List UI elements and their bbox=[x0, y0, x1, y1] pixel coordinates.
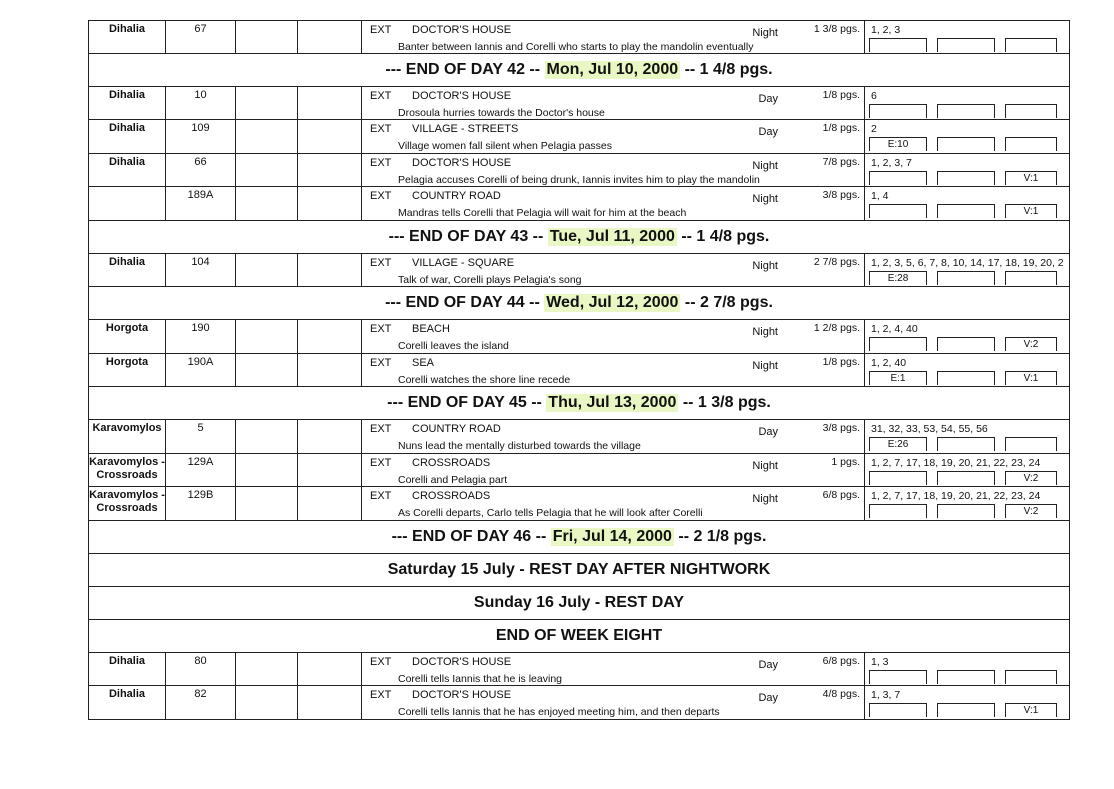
scene-description-cell bbox=[362, 154, 792, 187]
time-of-day: Day bbox=[758, 126, 778, 138]
schedule-note-text: Saturday 15 July - REST DAY AFTER NIGHTWORK bbox=[387, 560, 771, 578]
int-ext-label: EXT bbox=[370, 689, 392, 701]
blank-cell bbox=[298, 21, 362, 53]
scene-synopsis: Corelli tells Iannis that he has enjoyed meeting him, and then departs bbox=[398, 706, 720, 718]
end-of-day-label: --- END OF DAY 43 -- bbox=[388, 227, 544, 245]
end-of-day-banner bbox=[88, 221, 1070, 254]
notes-box bbox=[937, 504, 995, 518]
scene-number-cell: 66 bbox=[166, 154, 236, 187]
scene-row bbox=[88, 354, 1070, 388]
schedule-note-row bbox=[88, 620, 1070, 653]
cast-cell bbox=[865, 154, 1071, 187]
notes-box bbox=[937, 471, 995, 485]
page-count-cell: 1/8 pgs. bbox=[792, 87, 865, 120]
notes-box bbox=[937, 670, 995, 684]
notes-box bbox=[937, 38, 995, 52]
blank-cell bbox=[298, 354, 362, 387]
extras-box: E:1 bbox=[869, 371, 927, 385]
blank-cell bbox=[298, 254, 362, 287]
scene-row bbox=[88, 420, 1070, 454]
scene-number-cell: 129B bbox=[166, 487, 236, 520]
int-ext-label: EXT bbox=[370, 256, 392, 269]
time-of-day: Night bbox=[752, 159, 778, 172]
cast-cell bbox=[865, 686, 1071, 719]
int-ext-label: EXT bbox=[370, 356, 392, 369]
scene-description-cell bbox=[362, 21, 792, 53]
extras-box bbox=[869, 337, 927, 351]
scene-row bbox=[88, 686, 1070, 720]
cast-ids: 1, 2, 7, 17, 18, 19, 20, 21, 22, 23, 24 bbox=[871, 490, 1041, 502]
end-of-day-pages: -- 2 1/8 pgs. bbox=[678, 527, 767, 545]
location-cell: Karavomylos bbox=[89, 420, 166, 453]
scene-number-cell: 189A bbox=[166, 187, 236, 220]
cast-ids: 1, 3, 7 bbox=[871, 689, 901, 701]
vehicles-box bbox=[1005, 104, 1057, 118]
blank-cell bbox=[236, 154, 298, 187]
notes-box bbox=[937, 171, 995, 185]
cast-ids: 1, 4 bbox=[871, 190, 889, 202]
location-cell bbox=[89, 187, 166, 220]
blank-cell bbox=[236, 686, 298, 719]
blank-cell bbox=[298, 686, 362, 719]
time-of-day: Day bbox=[758, 426, 778, 438]
set-name: BEACH bbox=[412, 323, 450, 335]
cast-ids: 1, 3 bbox=[871, 655, 889, 668]
cast-cell bbox=[865, 187, 1071, 220]
blank-cell bbox=[298, 87, 362, 120]
time-of-day: Night bbox=[752, 27, 778, 39]
end-of-day-banner bbox=[88, 287, 1070, 320]
end-of-day-pages: -- 1 3/8 pgs. bbox=[682, 394, 771, 411]
vehicles-box bbox=[1005, 437, 1057, 451]
int-ext-label: EXT bbox=[370, 655, 392, 668]
page-count-cell: 1 3/8 pgs. bbox=[792, 21, 865, 53]
blank-cell bbox=[298, 120, 362, 153]
blank-cell bbox=[298, 420, 362, 453]
set-name: DOCTOR'S HOUSE bbox=[412, 24, 512, 36]
scene-number-cell: 104 bbox=[166, 254, 236, 287]
cast-cell bbox=[865, 87, 1071, 120]
scene-synopsis: Corelli tells Iannis that he is leaving bbox=[398, 672, 563, 685]
page-count-cell: 6/8 pgs. bbox=[792, 487, 865, 520]
blank-cell bbox=[236, 420, 298, 453]
schedule-note-row bbox=[88, 554, 1070, 587]
scene-row bbox=[88, 487, 1070, 521]
scene-description-cell bbox=[362, 120, 792, 153]
int-ext-label: EXT bbox=[370, 156, 392, 169]
end-of-day-label: --- END OF DAY 45 -- bbox=[387, 394, 542, 411]
blank-cell bbox=[236, 187, 298, 220]
int-ext-label: EXT bbox=[370, 24, 392, 36]
cast-cell bbox=[865, 420, 1071, 453]
vehicles-box: V:1 bbox=[1005, 703, 1057, 717]
cast-cell bbox=[865, 487, 1071, 520]
scene-synopsis: As Corelli departs, Carlo tells Pelagia that he will look after Corelli bbox=[398, 507, 703, 519]
time-of-day: Night bbox=[752, 493, 778, 505]
vehicles-box: V:2 bbox=[1005, 504, 1057, 518]
location-cell: Karavomylos - Crossroads bbox=[89, 454, 166, 487]
cast-cell bbox=[865, 354, 1071, 387]
blank-cell bbox=[236, 653, 298, 686]
blank-cell bbox=[236, 487, 298, 520]
vehicles-box: V:1 bbox=[1005, 371, 1057, 385]
extras-box bbox=[869, 471, 927, 485]
time-of-day: Night bbox=[752, 193, 778, 205]
scene-row bbox=[88, 154, 1070, 188]
end-of-day-banner bbox=[88, 521, 1070, 554]
blank-cell bbox=[298, 653, 362, 686]
scene-synopsis: Corelli watches the shore line recede bbox=[398, 373, 571, 386]
scene-synopsis: Talk of war, Corelli plays Pelagia's song bbox=[398, 273, 582, 286]
set-name: DOCTOR'S HOUSE bbox=[412, 89, 512, 102]
scene-row bbox=[88, 653, 1070, 687]
int-ext-label: EXT bbox=[370, 123, 392, 135]
end-of-day-date: Fri, Jul 14, 2000 bbox=[552, 527, 672, 545]
schedule-note-row bbox=[88, 587, 1070, 620]
location-cell: Dihalia bbox=[89, 120, 166, 153]
page-count-cell: 1/8 pgs. bbox=[792, 120, 865, 153]
scene-row bbox=[88, 320, 1070, 354]
page-count-cell: 1 pgs. bbox=[792, 454, 865, 487]
blank-cell bbox=[236, 354, 298, 387]
schedule-note-text: END OF WEEK EIGHT bbox=[495, 626, 663, 644]
extras-box: E:26 bbox=[869, 437, 927, 451]
scene-synopsis: Nuns lead the mentally disturbed towards the village bbox=[398, 440, 641, 452]
notes-box bbox=[937, 703, 995, 717]
cast-cell bbox=[865, 21, 1071, 53]
int-ext-label: EXT bbox=[370, 89, 392, 102]
set-name: VILLAGE - STREETS bbox=[412, 123, 519, 135]
vehicles-box: V:1 bbox=[1005, 204, 1057, 218]
scene-row bbox=[88, 87, 1070, 121]
scene-description-cell bbox=[362, 254, 792, 287]
scene-number-cell: 10 bbox=[166, 87, 236, 120]
time-of-day: Night bbox=[752, 326, 778, 338]
scene-description-cell bbox=[362, 487, 792, 520]
location-cell: Dihalia bbox=[89, 21, 166, 53]
location-cell: Karavomylos - Crossroads bbox=[89, 487, 166, 520]
scene-number-cell: 5 bbox=[166, 420, 236, 453]
cast-cell bbox=[865, 120, 1071, 153]
int-ext-label: EXT bbox=[370, 423, 392, 435]
scene-synopsis: Mandras tells Corelli that Pelagia will wait for him at the beach bbox=[398, 207, 687, 219]
set-name: VILLAGE - SQUARE bbox=[412, 256, 515, 269]
blank-cell bbox=[236, 254, 298, 287]
int-ext-label: EXT bbox=[370, 190, 392, 202]
set-name: DOCTOR'S HOUSE bbox=[412, 156, 512, 169]
end-of-day-banner bbox=[88, 387, 1070, 420]
end-of-day-pages: -- 1 4/8 pgs. bbox=[684, 60, 773, 78]
page-count-cell: 1 2/8 pgs. bbox=[792, 320, 865, 353]
int-ext-label: EXT bbox=[370, 490, 392, 502]
scene-number-cell: 82 bbox=[166, 686, 236, 719]
cast-ids: 6 bbox=[871, 89, 877, 102]
cast-ids: 1, 2, 7, 17, 18, 19, 20, 21, 22, 23, 24 bbox=[871, 456, 1041, 469]
time-of-day: Night bbox=[752, 459, 778, 472]
scene-description-cell bbox=[362, 87, 792, 120]
scene-description-cell bbox=[362, 420, 792, 453]
time-of-day: Day bbox=[758, 658, 778, 671]
end-of-day-pages: -- 2 7/8 pgs. bbox=[684, 294, 773, 311]
scene-description-cell bbox=[362, 454, 792, 487]
blank-cell bbox=[236, 320, 298, 353]
scene-number-cell: 80 bbox=[166, 653, 236, 686]
cast-ids: 1, 2, 3, 5, 6, 7, 8, 10, 14, 17, 18, 19, 20, 2 bbox=[871, 256, 1064, 269]
end-of-day-banner bbox=[88, 54, 1070, 87]
scene-row bbox=[88, 20, 1070, 54]
cast-ids: 1, 2, 4, 40 bbox=[871, 323, 918, 335]
location-cell: Horgota bbox=[89, 320, 166, 353]
location-cell: Dihalia bbox=[89, 254, 166, 287]
vehicles-box bbox=[1005, 38, 1057, 52]
set-name: COUNTRY ROAD bbox=[412, 423, 501, 435]
page-count-cell: 2 7/8 pgs. bbox=[792, 254, 865, 287]
blank-cell bbox=[236, 21, 298, 53]
location-cell: Dihalia bbox=[89, 154, 166, 187]
location-cell: Dihalia bbox=[89, 653, 166, 686]
scene-row bbox=[88, 187, 1070, 221]
page-count-cell: 4/8 pgs. bbox=[792, 686, 865, 719]
end-of-day-date: Thu, Jul 13, 2000 bbox=[548, 394, 677, 411]
vehicles-box bbox=[1005, 137, 1057, 151]
scene-row bbox=[88, 454, 1070, 488]
cast-ids: 2 bbox=[871, 123, 877, 135]
scene-number-cell: 67 bbox=[166, 21, 236, 53]
time-of-day: Night bbox=[752, 259, 778, 272]
cast-ids: 1, 2, 3, 7 bbox=[871, 156, 912, 169]
set-name: SEA bbox=[412, 356, 435, 369]
time-of-day: Day bbox=[758, 92, 778, 105]
end-of-day-date: Mon, Jul 10, 2000 bbox=[546, 60, 679, 78]
end-of-day-label: --- END OF DAY 44 -- bbox=[385, 294, 540, 311]
blank-cell bbox=[298, 487, 362, 520]
blank-cell bbox=[298, 454, 362, 487]
int-ext-label: EXT bbox=[370, 456, 392, 469]
notes-box bbox=[937, 104, 995, 118]
scene-description-cell bbox=[362, 653, 792, 686]
location-cell: Dihalia bbox=[89, 87, 166, 120]
extras-box bbox=[869, 38, 927, 52]
vehicles-box: V:2 bbox=[1005, 337, 1057, 351]
page-count-cell: 7/8 pgs. bbox=[792, 154, 865, 187]
vehicles-box bbox=[1005, 670, 1057, 684]
cast-cell bbox=[865, 320, 1071, 353]
extras-box bbox=[869, 104, 927, 118]
set-name: CROSSROADS bbox=[412, 490, 491, 502]
cast-ids: 1, 2, 3 bbox=[871, 24, 901, 36]
scene-row bbox=[88, 254, 1070, 288]
set-name: DOCTOR'S HOUSE bbox=[412, 689, 512, 701]
extras-box: E:28 bbox=[869, 271, 927, 285]
page-count-cell: 6/8 pgs. bbox=[792, 653, 865, 686]
scene-description-cell bbox=[362, 686, 792, 719]
vehicles-box: V:2 bbox=[1005, 471, 1057, 485]
cast-ids: 1, 2, 40 bbox=[871, 356, 907, 369]
end-of-day-label: --- END OF DAY 46 -- bbox=[391, 527, 547, 545]
blank-cell bbox=[236, 120, 298, 153]
page-count-cell: 3/8 pgs. bbox=[792, 187, 865, 220]
notes-box bbox=[937, 204, 995, 218]
cast-ids: 31, 32, 33, 53, 54, 55, 56 bbox=[871, 423, 988, 435]
end-of-day-label: --- END OF DAY 42 -- bbox=[385, 60, 541, 78]
scene-synopsis: Village women fall silent when Pelagia passes bbox=[398, 140, 613, 152]
shooting-schedule-table bbox=[88, 20, 1070, 720]
vehicles-box bbox=[1005, 271, 1057, 285]
scene-row bbox=[88, 120, 1070, 154]
scene-synopsis: Drosoula hurries towards the Doctor's house bbox=[398, 106, 605, 119]
time-of-day: Night bbox=[752, 359, 778, 372]
end-of-day-date: Tue, Jul 11, 2000 bbox=[549, 227, 675, 245]
page-count-cell: 3/8 pgs. bbox=[792, 420, 865, 453]
extras-box bbox=[869, 670, 927, 684]
cast-cell bbox=[865, 254, 1071, 287]
blank-cell bbox=[298, 320, 362, 353]
scene-number-cell: 129A bbox=[166, 454, 236, 487]
blank-cell bbox=[298, 187, 362, 220]
location-cell: Dihalia bbox=[89, 686, 166, 719]
notes-box bbox=[937, 437, 995, 451]
extras-box: E:10 bbox=[869, 137, 927, 151]
scene-synopsis: Pelagia accuses Corelli of being drunk, Iannis invites him to play the mandolin bbox=[398, 173, 760, 186]
time-of-day: Day bbox=[758, 692, 778, 704]
scene-synopsis: Corelli leaves the island bbox=[398, 340, 509, 352]
scene-synopsis: Corelli and Pelagia part bbox=[398, 473, 508, 486]
vehicles-box: V:1 bbox=[1005, 171, 1057, 185]
extras-box bbox=[869, 703, 927, 717]
scene-description-cell bbox=[362, 354, 792, 387]
scene-number-cell: 109 bbox=[166, 120, 236, 153]
cast-cell bbox=[865, 653, 1071, 686]
extras-box bbox=[869, 504, 927, 518]
notes-box bbox=[937, 371, 995, 385]
set-name: DOCTOR'S HOUSE bbox=[412, 655, 512, 668]
blank-cell bbox=[298, 154, 362, 187]
scene-number-cell: 190A bbox=[166, 354, 236, 387]
extras-box bbox=[869, 171, 927, 185]
page-count-cell: 1/8 pgs. bbox=[792, 354, 865, 387]
end-of-day-date: Wed, Jul 12, 2000 bbox=[546, 294, 679, 311]
location-cell: Horgota bbox=[89, 354, 166, 387]
notes-box bbox=[937, 271, 995, 285]
blank-cell bbox=[236, 87, 298, 120]
scene-description-cell bbox=[362, 187, 792, 220]
scene-description-cell bbox=[362, 320, 792, 353]
cast-cell bbox=[865, 454, 1071, 487]
int-ext-label: EXT bbox=[370, 323, 392, 335]
notes-box bbox=[937, 137, 995, 151]
blank-cell bbox=[236, 454, 298, 487]
set-name: CROSSROADS bbox=[412, 456, 491, 469]
scene-synopsis: Banter between Iannis and Corelli who starts to play the mandolin eventually bbox=[398, 41, 754, 53]
notes-box bbox=[937, 337, 995, 351]
end-of-day-pages: -- 1 4/8 pgs. bbox=[681, 227, 770, 245]
schedule-note-text: Sunday 16 July - REST DAY bbox=[473, 593, 685, 611]
extras-box bbox=[869, 204, 927, 218]
scene-number-cell: 190 bbox=[166, 320, 236, 353]
set-name: COUNTRY ROAD bbox=[412, 190, 501, 202]
